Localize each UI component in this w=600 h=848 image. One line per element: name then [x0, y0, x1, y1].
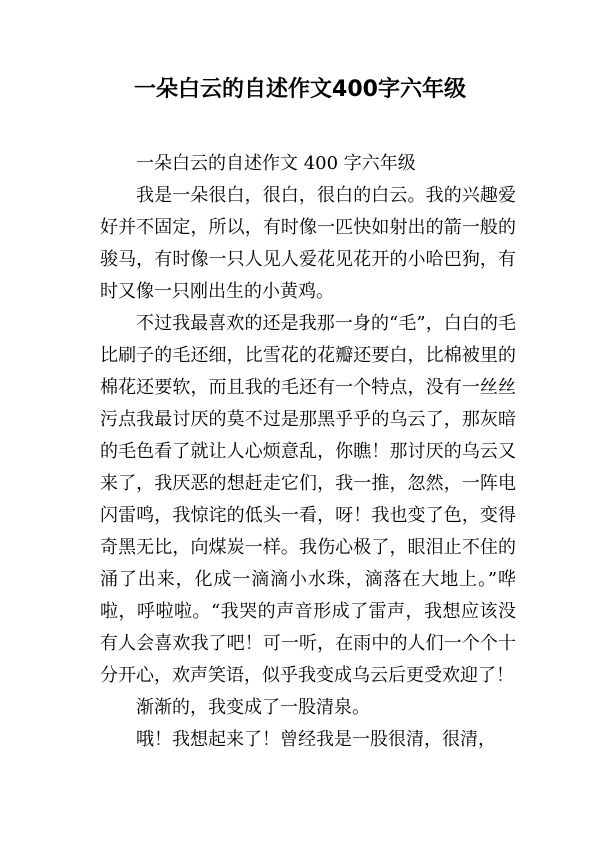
- document-title: 一朵白云的自述作文400字六年级: [134, 77, 466, 102]
- paragraph: 渐渐的，我变成了一股清泉。: [136, 697, 370, 718]
- paragraph-subtitle: 一朵白云的自述作文 400 字六年级: [136, 153, 416, 174]
- document-body: [100, 148, 516, 756]
- paragraph: 哦！我想起来了！曾经我是一股很清，很清，: [136, 729, 496, 750]
- paragraph: 不过我最喜欢的还是我那一身的“毛”，白白的毛比刷子的毛还细，比雪花的花瓣还要白，比棉被里的棉花还要软，而且我的毛还有一个特点，没有一丝丝污点我最讨厌的莫不过是那黑乎乎的乌云了，那灰暗的毛色看了就让人心烦意乱，你瞧！那讨厌的乌云又来了，我厌恶的想赶走它们，我一推，忽然，一阵电闪雷鸣，我惊诧的低头一看，呀！我也变了色，变得奇黑无比，向煤炭一样。我伤心极了，眼泪止不住的涌了出来，化成一滴滴小水珠，滴落在大地上。”哗啦，呼啦啦。“我哭的声音形成了雷声，我想应该没有人会喜欢我了吧！可一听，在雨中的人们一个个十分开心，欢声笑语，似乎我变成乌云后更受欢迎了！: [100, 313, 516, 686]
- paragraph: 我是一朵很白，很白，很白的白云。我的兴趣爱好并不固定，所以，有时像一匹快如射出的箭一般的骏马，有时像一只人见人爱花见花开的小哈巴狗，有时又像一只刚出生的小黄鸡。: [100, 185, 516, 302]
